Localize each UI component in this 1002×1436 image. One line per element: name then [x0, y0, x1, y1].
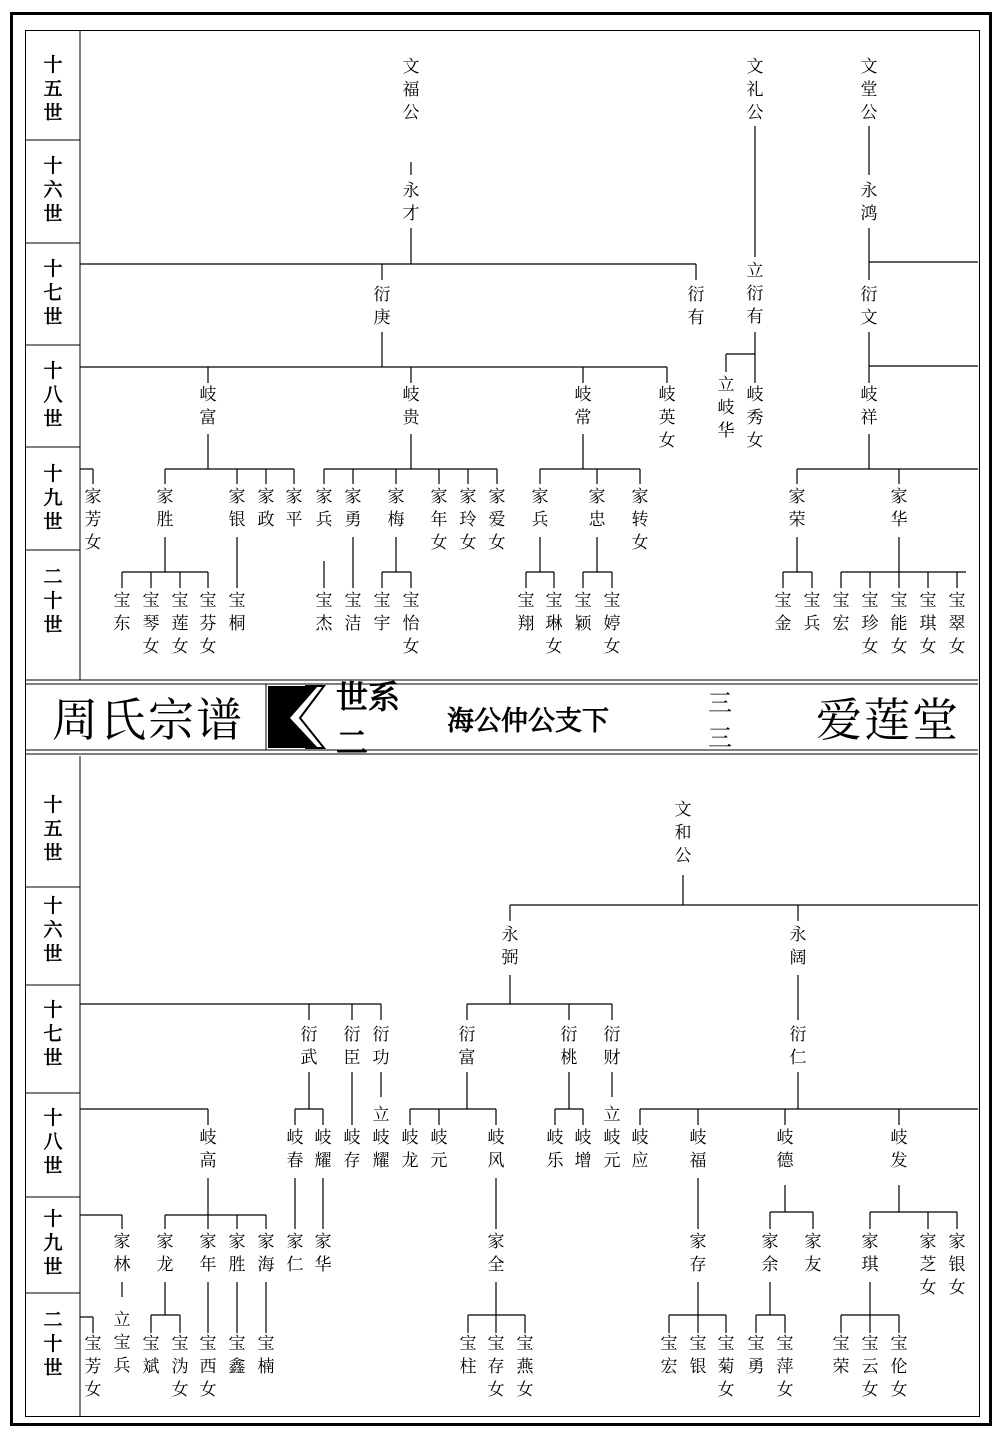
person-name: 家华 [890, 487, 908, 530]
person-name: 宝伦女 [890, 1334, 908, 1400]
person-name: 宝柱 [459, 1334, 477, 1377]
person-name: 宝洁 [344, 591, 362, 634]
person-name: 家忠 [588, 487, 606, 530]
person-name: 宝西女 [199, 1334, 217, 1400]
person-name: 宝银 [689, 1334, 707, 1377]
person-name: 家勇 [344, 487, 362, 530]
person-name: 宝颖 [574, 591, 592, 634]
person-name: 家胜 [228, 1232, 246, 1275]
person-name: 文福公 [402, 57, 420, 123]
generation-label: 二十世 [43, 566, 63, 636]
person-name: 岐龙 [401, 1128, 419, 1171]
person-name: 岐富 [199, 385, 217, 428]
generation-label: 二十世 [43, 1309, 63, 1379]
person-name: 永弼 [501, 925, 519, 968]
person-name: 岐发 [890, 1128, 908, 1171]
person-name: 宝芬女 [199, 591, 217, 657]
person-name: 永阔 [789, 925, 807, 968]
hall-name: 爱莲堂 [816, 693, 960, 747]
person-name: 家余 [761, 1232, 779, 1275]
person-name: 岐元 [430, 1128, 448, 1171]
person-name: 宝桐 [228, 591, 246, 634]
person-name: 衍文 [860, 285, 878, 328]
person-name: 永鸿 [860, 181, 878, 224]
person-name: 岐春 [286, 1128, 304, 1171]
person-name: 家存 [689, 1232, 707, 1275]
person-name: 宝怡女 [402, 591, 420, 657]
person-name: 永才 [402, 181, 420, 224]
person-name: 宝翔 [517, 591, 535, 634]
person-name: 宝沩女 [171, 1334, 189, 1400]
person-name: 家平 [285, 487, 303, 530]
person-name: 宝菊女 [717, 1334, 735, 1400]
person-name: 家林 [113, 1232, 131, 1275]
generation-label: 十七世 [43, 999, 63, 1069]
person-name: 家银 [228, 487, 246, 530]
person-name: 衍庚 [373, 285, 391, 328]
person-name: 家转女 [631, 487, 649, 553]
person-name: 衍桃 [560, 1025, 578, 1068]
person-name: 岐存 [343, 1128, 361, 1171]
person-name: 岐应 [631, 1128, 649, 1171]
person-name: 家银女 [948, 1232, 966, 1298]
person-name: 岐德 [776, 1128, 794, 1171]
person-name: 文堂公 [860, 57, 878, 123]
generation-labels-bottom [43, 793, 63, 1379]
person-name: 宝燕女 [516, 1334, 534, 1400]
person-name: 家政 [257, 487, 275, 530]
person-name: 岐乐 [546, 1128, 564, 1171]
generation-label: 十八世 [43, 360, 63, 430]
person-name: 衍武 [300, 1025, 318, 1068]
person-name: 家年女 [430, 487, 448, 553]
person-name: 家荣 [788, 487, 806, 530]
person-name: 宝翠女 [948, 591, 966, 657]
person-name: 家芳女 [84, 487, 102, 553]
person-name: 家仁 [286, 1232, 304, 1275]
person-name: 岐福 [689, 1128, 707, 1171]
person-name: 宝芳女 [84, 1334, 102, 1400]
person-name: 宝云女 [861, 1334, 879, 1400]
generation-label: 十九世 [43, 1208, 63, 1278]
page-number: 三三 [708, 689, 740, 752]
person-name: 宝鑫 [228, 1334, 246, 1377]
person-name: 家年 [199, 1232, 217, 1275]
person-name: 岐祥 [860, 385, 878, 428]
person-name: 宝宏 [832, 591, 850, 634]
person-name: 岐耀 [314, 1128, 332, 1171]
person-name: 家琪 [861, 1232, 879, 1275]
genealogy-title: 周氏宗谱 [52, 693, 244, 747]
generation-label: 十五世 [43, 54, 63, 124]
person-name: 宝存女 [487, 1334, 505, 1400]
person-name: 岐英女 [658, 385, 676, 451]
person-name: 家友 [804, 1232, 822, 1275]
person-name: 岐秀女 [746, 385, 764, 451]
person-name: 立岐耀 [372, 1105, 390, 1171]
person-name: 家兵 [531, 487, 549, 530]
generation-label: 十六世 [43, 155, 63, 225]
person-name: 岐高 [199, 1128, 217, 1171]
person-name: 立宝兵 [113, 1310, 131, 1376]
person-name: 宝勇 [747, 1334, 765, 1377]
person-name: 家兵 [315, 487, 333, 530]
person-name: 宝能女 [890, 591, 908, 657]
person-name: 立岐华 [717, 375, 735, 441]
person-name: 宝东 [113, 591, 131, 634]
person-name: 家胜 [156, 487, 174, 530]
person-name: 岐贵 [402, 385, 420, 428]
generation-label: 十五世 [43, 794, 63, 864]
person-name: 宝宇 [373, 591, 391, 634]
person-name: 家爱女 [488, 487, 506, 553]
person-name: 文礼公 [746, 57, 764, 123]
generation-label: 十九世 [43, 463, 63, 533]
person-name: 宝琪女 [919, 591, 937, 657]
person-name: 宝婷女 [603, 591, 621, 657]
person-name: 宝琴女 [142, 591, 160, 657]
person-name: 衍富 [458, 1025, 476, 1068]
person-name: 衍臣 [343, 1025, 361, 1068]
person-name: 宝兵 [803, 591, 821, 634]
person-name: 立衍有 [746, 261, 764, 327]
person-name: 宝荣 [832, 1334, 850, 1377]
person-name: 岐风 [487, 1128, 505, 1171]
person-name: 岐常 [574, 385, 592, 428]
person-name: 立岐元 [603, 1105, 621, 1171]
person-name: 宝莲女 [171, 591, 189, 657]
person-name: 岐增 [574, 1128, 592, 1171]
person-name: 家梅 [387, 487, 405, 530]
person-name: 衍财 [603, 1025, 621, 1068]
generation-label: 十八世 [43, 1107, 63, 1177]
person-name: 家华 [314, 1232, 332, 1275]
person-name: 宝杰 [315, 591, 333, 634]
person-name: 文和公 [674, 800, 692, 866]
banner-ornament [268, 686, 324, 748]
generation-label: 十七世 [43, 258, 63, 328]
person-name: 宝宏 [660, 1334, 678, 1377]
person-name: 宝琳女 [545, 591, 563, 657]
person-name: 宝金 [774, 591, 792, 634]
person-name: 家海 [257, 1232, 275, 1275]
person-name: 宝楠 [257, 1334, 275, 1377]
person-name: 衍有 [687, 285, 705, 328]
person-name: 宝萍女 [776, 1334, 794, 1400]
branch-label: 海公仲公支下 [447, 705, 609, 737]
person-name: 衍功 [372, 1025, 390, 1068]
person-name: 宝斌 [142, 1334, 160, 1377]
section-label: 世系二 [336, 678, 401, 762]
person-name: 衍仁 [789, 1025, 807, 1068]
person-name: 家玲女 [459, 487, 477, 553]
person-name: 宝珍女 [861, 591, 879, 657]
person-name: 家全 [487, 1232, 505, 1275]
person-name: 家芝女 [919, 1232, 937, 1298]
person-name: 家龙 [156, 1232, 174, 1275]
generation-label: 十六世 [43, 895, 63, 965]
